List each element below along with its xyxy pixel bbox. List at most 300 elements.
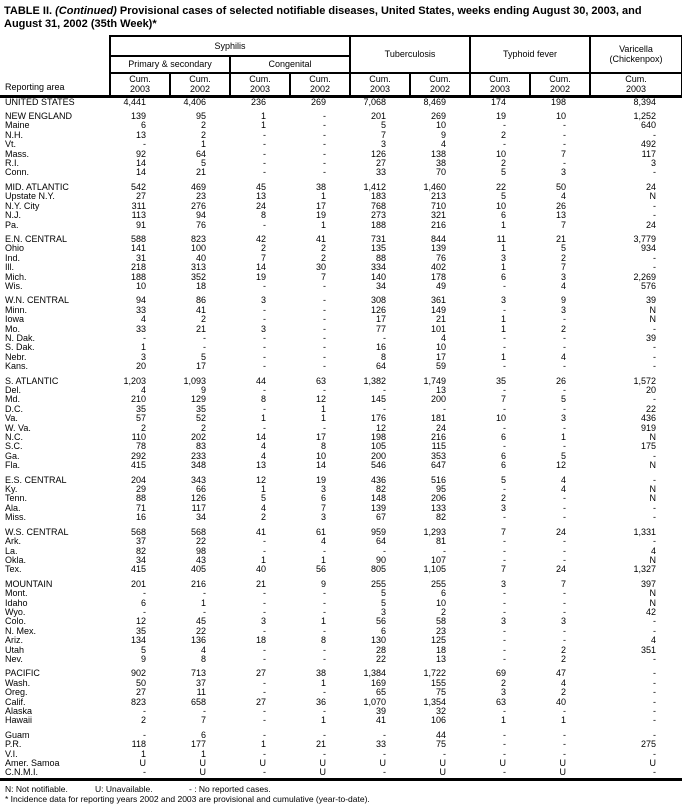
reporting-area-cell: Hawaii [5, 716, 33, 726]
table-row [0, 282, 682, 291]
value-cell: 7 [501, 565, 507, 575]
value-cell: - [563, 386, 567, 395]
value-cell: 959 [370, 527, 387, 537]
value-cell: - [653, 451, 657, 461]
table-row [0, 273, 682, 282]
value-cell: - [203, 333, 206, 343]
value-cell: 24 [556, 527, 567, 537]
value-cell: 27 [255, 669, 266, 679]
value-cell: 50 [135, 678, 146, 688]
reporting-area-cell: N.H. [5, 130, 23, 140]
value-cell: - [563, 730, 567, 740]
value-cell: 436 [640, 414, 657, 424]
value-cell: - [563, 121, 567, 131]
value-cell: 100 [190, 244, 206, 254]
value-cell: - [323, 654, 327, 664]
value-cell: 1 [200, 140, 206, 150]
value-cell: 492 [640, 140, 657, 150]
value-cell: N [649, 598, 657, 608]
value-cell: 844 [430, 234, 447, 244]
value-cell: - [563, 494, 567, 504]
value-cell: 22 [646, 404, 657, 414]
table-row [0, 679, 682, 688]
value-cell: 78 [135, 442, 146, 452]
table-header [0, 36, 682, 96]
value-cell: 5 [381, 598, 387, 608]
value-cell: 1,093 [183, 376, 206, 386]
value-cell: - [653, 130, 657, 140]
value-cell: 5 [561, 395, 567, 405]
value-cell: 6 [501, 461, 507, 471]
value-cell: 115 [431, 442, 447, 452]
value-cell: 1 [200, 749, 206, 759]
value-cell: 11 [496, 234, 507, 244]
value-cell: 4 [561, 485, 567, 495]
value-cell: - [323, 362, 327, 372]
value-cell: - [563, 513, 567, 523]
value-cell: 9 [140, 654, 146, 664]
value-cell: - [653, 263, 657, 273]
value-cell: 1 [260, 740, 266, 750]
value-cell: 66 [195, 485, 206, 495]
reporting-area-cell: S. ATLANTIC [5, 376, 59, 386]
value-cell: 21 [436, 315, 447, 325]
table-row [0, 96, 682, 107]
value-cell: U [199, 759, 206, 769]
value-cell: 4 [321, 537, 327, 547]
value-cell: 42 [255, 234, 266, 244]
value-cell: 7,068 [363, 96, 387, 107]
value-cell: 436 [370, 475, 387, 485]
value-cell: - [503, 607, 507, 617]
table-row [0, 608, 682, 617]
value-cell: - [563, 598, 567, 608]
value-cell: - [503, 386, 507, 395]
value-cell: 210 [130, 395, 146, 405]
value-cell: N [649, 494, 657, 504]
value-cell: - [653, 749, 657, 759]
value-cell: - [503, 636, 507, 646]
reporting-area-cell: Mich. [5, 272, 27, 282]
legend-unavailable: U: Unavailable. [95, 783, 153, 794]
value-cell: - [143, 730, 146, 740]
value-cell: N [649, 485, 657, 495]
table-row [0, 707, 682, 716]
reporting-area-cell: Mass. [5, 149, 30, 159]
value-cell: 269 [430, 112, 447, 122]
value-cell: 19 [496, 112, 507, 122]
reporting-area-cell: Vt. [5, 140, 17, 150]
value-cell: 2 [200, 130, 206, 140]
value-cell: - [653, 343, 657, 353]
value-cell: - [563, 749, 567, 759]
value-cell: 1 [140, 343, 146, 353]
value-cell: 82 [376, 485, 387, 495]
value-cell: - [563, 607, 567, 617]
value-cell: 23 [195, 192, 206, 202]
table-row [0, 627, 682, 636]
column-header-reporting-area: Reporting area [0, 36, 110, 96]
value-cell: 348 [190, 461, 206, 471]
value-cell: 10 [496, 414, 507, 424]
value-cell: 13 [255, 461, 266, 471]
value-cell: 4 [200, 645, 206, 655]
value-cell: 63 [316, 376, 327, 386]
value-cell: 10 [135, 281, 146, 291]
value-cell: 22 [195, 537, 206, 547]
reporting-area-cell: Miss. [5, 513, 26, 523]
value-cell: - [323, 626, 327, 636]
value-cell: 13 [255, 192, 266, 202]
value-cell: U [319, 759, 327, 769]
table-body [0, 96, 682, 779]
table-row [0, 306, 682, 315]
footnote-incidence: * Incidence data for reporting years 2002 and 2003 are provisional and cumulative (year-to-date). [5, 794, 370, 805]
value-cell: 56 [316, 565, 327, 575]
column-header-cum: Cum. 2003 [230, 73, 290, 96]
reporting-area-cell: Va. [5, 414, 18, 424]
value-cell: 5 [260, 494, 266, 504]
value-cell: 1,412 [363, 182, 387, 192]
value-cell: - [263, 716, 266, 726]
value-cell: 24 [646, 220, 657, 230]
value-cell: 4 [561, 475, 567, 485]
table-row [0, 452, 682, 461]
value-cell: - [323, 296, 327, 306]
value-cell: 14 [255, 263, 266, 273]
value-cell: - [263, 333, 266, 343]
value-cell: 35 [496, 376, 507, 386]
reporting-area-cell: S. Dak. [5, 343, 35, 353]
value-cell: 12 [556, 461, 567, 471]
value-cell: - [263, 654, 266, 664]
value-cell: 12 [376, 423, 387, 433]
value-cell: 1 [321, 220, 327, 230]
table-row [0, 485, 682, 494]
value-cell: 12 [255, 475, 266, 485]
reporting-area-cell: Nev. [5, 654, 23, 664]
value-cell: 4 [441, 333, 447, 343]
value-cell: 37 [135, 537, 146, 547]
value-cell: 14 [255, 433, 266, 443]
value-cell: 149 [430, 305, 447, 315]
value-cell: 178 [430, 272, 447, 282]
value-cell: - [653, 324, 657, 334]
value-cell: 19 [316, 475, 327, 485]
column-header-cum: Cum. 2003 [590, 73, 682, 96]
value-cell: 13 [436, 654, 447, 664]
reporting-area-cell: NEW ENGLAND [5, 112, 73, 122]
value-cell: U [139, 759, 146, 769]
table-row [0, 424, 682, 433]
reporting-area-cell: Ill. [5, 263, 14, 273]
table-row [0, 168, 682, 177]
value-cell: 67 [376, 513, 387, 523]
value-cell: 82 [135, 546, 146, 556]
value-cell: 24 [556, 565, 567, 575]
value-cell: 4 [140, 315, 146, 325]
reporting-area-cell: Amer. Samoa [5, 759, 60, 769]
value-cell: 2 [260, 244, 266, 254]
value-cell: U [530, 768, 590, 779]
table-row [0, 395, 682, 404]
value-cell: 710 [430, 201, 447, 211]
value-cell: 6 [381, 626, 387, 636]
value-cell: 169 [370, 678, 387, 688]
value-cell: 1,722 [423, 669, 447, 679]
value-cell: 351 [640, 645, 657, 655]
value-cell: 41 [316, 234, 327, 244]
value-cell: 6 [501, 272, 507, 282]
reporting-area-cell: Ga. [5, 451, 20, 461]
table-row [0, 731, 682, 740]
value-cell: - [263, 730, 266, 740]
value-cell: 77 [376, 324, 387, 334]
value-cell: 33 [376, 740, 387, 750]
value-cell: - [203, 707, 206, 716]
value-cell: - [503, 305, 507, 315]
value-cell: 255 [370, 579, 387, 589]
table-row [0, 192, 682, 201]
value-cell: - [323, 607, 327, 617]
column-header-cum: Cum. 2002 [290, 73, 350, 96]
value-cell: 1 [501, 324, 507, 334]
value-cell: 148 [370, 494, 387, 504]
value-cell: 213 [430, 192, 447, 202]
value-cell: 2 [140, 716, 146, 726]
value-cell: - [263, 423, 266, 433]
value-cell: - [230, 768, 290, 779]
value-cell: 145 [370, 395, 387, 405]
value-cell: 4 [441, 140, 447, 150]
value-cell: 1,203 [123, 376, 146, 386]
value-cell: 126 [370, 149, 387, 159]
value-cell: 18 [195, 281, 206, 291]
value-cell: 3 [561, 617, 567, 627]
value-cell: 24 [436, 423, 447, 433]
value-cell: 49 [436, 281, 447, 291]
value-cell: 1,252 [633, 112, 657, 122]
table-row [0, 112, 682, 121]
value-cell: 177 [190, 740, 206, 750]
value-cell: 352 [190, 272, 206, 282]
value-cell: 1 [260, 414, 266, 424]
value-cell: 2 [441, 607, 447, 617]
reporting-area-cell: Wash. [5, 678, 31, 688]
value-cell: 22 [496, 182, 507, 192]
value-cell: 397 [640, 579, 657, 589]
value-cell: - [323, 343, 327, 353]
column-header-cum: Cum. 2002 [170, 73, 230, 96]
value-cell: U [379, 759, 387, 769]
value-cell: 7 [321, 272, 327, 282]
value-cell: 14 [135, 168, 146, 178]
reporting-area-cell: W.S. CENTRAL [5, 527, 69, 537]
value-cell: 9 [561, 296, 567, 306]
value-cell: 17 [195, 362, 206, 372]
value-cell: 26 [556, 376, 567, 386]
value-cell: - [263, 343, 266, 353]
value-cell: 4 [260, 451, 266, 461]
value-cell: - [503, 730, 507, 740]
value-cell: - [263, 159, 266, 169]
reporting-area-cell: E.N. CENTRAL [5, 234, 68, 244]
value-cell: - [323, 707, 327, 716]
value-cell: 10 [496, 201, 507, 211]
value-cell: 1 [501, 716, 507, 726]
value-cell: 201 [370, 112, 387, 122]
footnotes [0, 781, 682, 805]
reporting-area-cell: Ariz. [5, 636, 23, 646]
value-cell: 7 [561, 149, 567, 159]
value-cell: - [653, 503, 657, 513]
table-row [0, 159, 682, 168]
value-cell: - [563, 740, 567, 750]
value-cell: 40 [556, 697, 567, 707]
value-cell: 174 [490, 96, 507, 107]
value-cell: - [563, 159, 567, 169]
table-row [0, 263, 682, 272]
value-cell: - [653, 168, 657, 178]
value-cell: 155 [430, 678, 447, 688]
value-cell: 126 [370, 305, 387, 315]
value-cell: 7 [260, 253, 266, 263]
value-cell: 94 [195, 211, 206, 221]
value-cell: - [653, 707, 657, 716]
column-header-cum: Cum. 2003 [110, 73, 170, 96]
table-row [0, 556, 682, 565]
value-cell: 45 [195, 617, 206, 627]
column-header-cum: Cum. 2003 [470, 73, 530, 96]
reporting-area-cell: Ky. [5, 485, 18, 495]
value-cell: 292 [130, 451, 146, 461]
value-cell: 5 [501, 192, 507, 202]
value-cell: 1 [501, 352, 507, 362]
value-cell: 37 [195, 678, 206, 688]
value-cell: - [323, 352, 327, 362]
value-cell: 41 [255, 527, 266, 537]
table-row [0, 768, 682, 779]
value-cell: - [503, 343, 507, 353]
reporting-area-cell: Upstate N.Y. [5, 192, 55, 202]
value-cell: 823 [190, 234, 206, 244]
value-cell: 94 [135, 296, 146, 306]
table-row [0, 442, 682, 451]
value-cell: - [563, 130, 567, 140]
value-cell: 17 [436, 352, 447, 362]
value-cell: 768 [370, 201, 387, 211]
value-cell: 47 [556, 669, 567, 679]
value-cell: - [503, 626, 507, 636]
value-cell: 6 [501, 211, 507, 221]
value-cell: - [323, 423, 327, 433]
value-cell: 34 [195, 513, 206, 523]
value-cell: 98 [195, 546, 206, 556]
value-cell: - [323, 121, 327, 131]
value-cell: 713 [190, 669, 206, 679]
value-cell: 1 [200, 598, 206, 608]
value-cell: 8,469 [423, 96, 447, 107]
reporting-area-cell: S.C. [5, 442, 23, 452]
value-cell: 21 [556, 234, 567, 244]
value-cell: 11 [196, 688, 206, 698]
value-cell: 58 [436, 617, 447, 627]
reporting-area-cell: Nebr. [5, 352, 27, 362]
value-cell: - [503, 537, 507, 547]
value-cell: 59 [436, 362, 447, 372]
column-header-cum: Cum. 2003 [350, 73, 410, 96]
value-cell: - [263, 168, 266, 178]
value-cell: 7 [200, 716, 206, 726]
value-cell: 3 [260, 617, 266, 627]
table-row [0, 494, 682, 503]
value-cell: 576 [640, 281, 657, 291]
value-cell: 658 [190, 697, 206, 707]
value-cell: 640 [640, 121, 657, 131]
table-row [0, 296, 682, 305]
value-cell: 7 [501, 395, 507, 405]
value-cell: 8 [260, 211, 266, 221]
table-row [0, 343, 682, 352]
value-cell: 3 [501, 253, 507, 263]
value-cell: 4 [561, 678, 567, 688]
table-row [0, 131, 682, 140]
value-cell: 39 [646, 333, 657, 343]
value-cell: 5 [501, 475, 507, 485]
value-cell: 3 [561, 305, 567, 315]
value-cell: 1,460 [423, 182, 447, 192]
value-cell: U [410, 768, 470, 779]
value-cell: 4 [260, 503, 266, 513]
value-cell: 176 [370, 414, 387, 424]
value-cell: U [290, 768, 350, 779]
table-row [0, 513, 682, 522]
value-cell: 2 [321, 244, 327, 254]
value-cell: 14 [316, 461, 327, 471]
value-cell: - [143, 589, 146, 599]
value-cell: 118 [131, 740, 146, 750]
value-cell: 12 [316, 395, 327, 405]
table-row [0, 716, 682, 725]
reporting-area-cell: Wis. [5, 281, 23, 291]
value-cell: - [503, 362, 507, 372]
value-cell: 588 [130, 234, 146, 244]
value-cell: 129 [190, 395, 206, 405]
value-cell: 1,354 [423, 697, 447, 707]
reporting-area-cell: D.C. [5, 404, 23, 414]
value-cell: - [263, 598, 266, 608]
value-cell: 30 [316, 263, 327, 273]
reporting-area-cell: Guam [5, 730, 30, 740]
value-cell: - [323, 749, 327, 759]
value-cell: 1,105 [423, 565, 447, 575]
subgroup-header-congenital: Congenital [230, 56, 350, 73]
value-cell: 568 [130, 527, 146, 537]
value-cell: N [649, 461, 657, 471]
table-row [0, 235, 682, 244]
value-cell: 130 [370, 636, 387, 646]
value-cell: 52 [195, 414, 206, 424]
value-cell: 3 [501, 688, 507, 698]
value-cell: 43 [195, 555, 206, 565]
value-cell: 273 [370, 211, 387, 221]
value-cell: - [323, 730, 327, 740]
value-cell: 1 [321, 192, 327, 202]
value-cell: 8 [321, 636, 327, 646]
value-cell: 1 [501, 244, 507, 254]
reporting-area-cell: Okla. [5, 555, 27, 565]
value-cell: 5 [561, 451, 567, 461]
